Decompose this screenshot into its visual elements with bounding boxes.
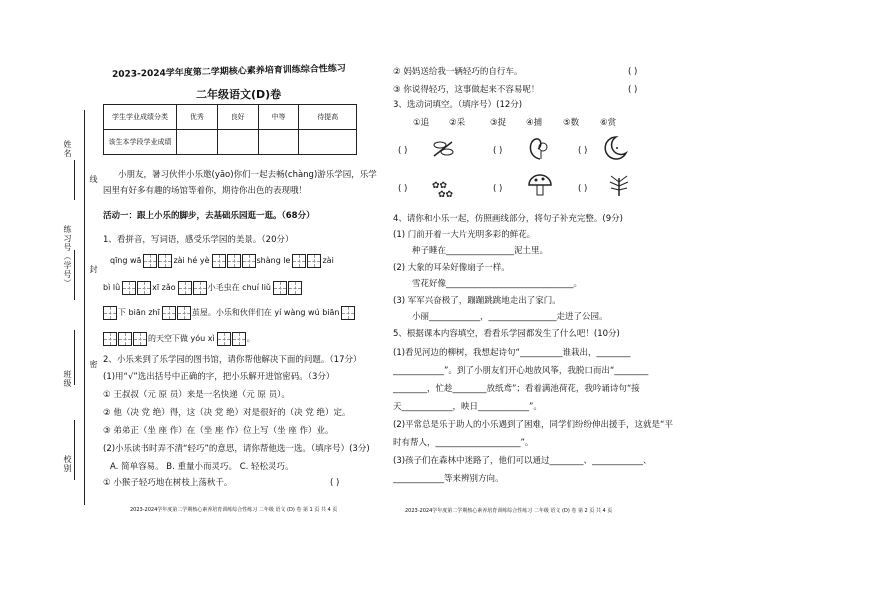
- char-box[interactable]: [193, 281, 207, 295]
- question-2: 2、小乐来到了乐学园的图书馆，请你帮他解决下面的问题。（17分）: [103, 355, 362, 365]
- pinyin-row-1: [110, 254, 334, 268]
- score-table: [103, 104, 357, 155]
- answer-paren[interactable]: ( ): [330, 478, 340, 488]
- answer-paren[interactable]: ( ): [578, 184, 588, 194]
- q5-1c: ________，忙趁________放纸鸢”；看着满池荷花，我吟诵诗句“接: [393, 384, 640, 394]
- q2-item-2: ② 他（决 党 绝）得，这（决 党 绝）对是很好的（决 党 绝）定。: [103, 408, 351, 418]
- mushroom-icon: [527, 172, 553, 198]
- score-cell[interactable]: [258, 130, 299, 155]
- char-box[interactable]: [217, 332, 231, 346]
- pinyin: zài hé yè: [173, 256, 210, 265]
- score-cell[interactable]: [217, 130, 258, 155]
- score-cell[interactable]: [299, 130, 357, 155]
- answer-paren[interactable]: ( ): [493, 146, 503, 156]
- q2-item-1: ① 王叔叔（元 原 员）来是一名快递（元 原 员）。: [103, 390, 290, 400]
- question-4: 4、请你和小乐一起，仿照画线部分，将句子补充完整。(9分): [393, 214, 623, 224]
- pinyin: 下 biān zhī: [118, 308, 160, 317]
- verb-4: ④捕: [526, 118, 543, 128]
- q2-item-3: ③ 弟弟正（坐 座 作）在（坐 座 作）位上写（坐 座 作）业。: [103, 426, 334, 436]
- char-box[interactable]: [232, 332, 246, 346]
- question-2-1: (1)用“√”选出括号中正确的字，把小乐解开进馆密码。（3分）: [103, 372, 335, 382]
- char-box[interactable]: [122, 281, 136, 295]
- char-box[interactable]: [177, 306, 191, 320]
- q5-1b: ____________”。到了小朋友们开心地放风筝，我脱口而出“________: [393, 366, 649, 376]
- pinyin: qīng wā: [110, 256, 142, 265]
- q5-1: (1)看见河边的柳树，我想起诗句“__________谁栽出，________: [393, 348, 631, 358]
- field-line-2: [74, 250, 75, 300]
- answer-paren[interactable]: ( ): [628, 67, 638, 77]
- pinyin: xī zǎo: [152, 283, 176, 292]
- q4-3b: 小丽____________，________________走进了公园。: [412, 312, 608, 322]
- verb-1: ①追: [413, 118, 430, 128]
- score-header-improve: 待提高: [299, 105, 357, 130]
- q2-2-item-1: ① 小猴子轻巧地在树枝上荡秋千。: [103, 478, 233, 488]
- char-box[interactable]: [288, 281, 302, 295]
- char-box[interactable]: [242, 254, 256, 268]
- pinyin: 。: [246, 334, 255, 343]
- pinyin-row-4: [103, 332, 255, 346]
- verb-5: ⑤数: [563, 118, 580, 128]
- q4-1b: 种子睡在________________泥土里。: [412, 246, 549, 256]
- char-box[interactable]: [307, 254, 321, 268]
- verb-6: ⑥赏: [600, 118, 617, 128]
- score-header-good: 良好: [217, 105, 258, 130]
- svg-text:✿✿: ✿✿: [438, 190, 454, 198]
- svg-text:✿✿: ✿✿: [432, 181, 448, 191]
- char-box[interactable]: [158, 254, 172, 268]
- q4-2b: 雪花好像______________________________。: [412, 279, 583, 289]
- moon-icon: [602, 135, 628, 161]
- score-header-excellent: 优秀: [177, 105, 218, 130]
- r-item-3: ③ 你说得轻巧，这事做起来不容易呢！: [393, 85, 540, 95]
- pinyin: zài: [322, 256, 334, 265]
- intro-line-1: 小朋友，暑习伙伴小乐邀(yāo)你们一起去畅(chàng)游乐学园，乐学: [118, 170, 377, 180]
- pinyin: bì lǜ: [103, 283, 121, 292]
- char-box[interactable]: [292, 254, 306, 268]
- char-box[interactable]: [133, 332, 147, 346]
- dragonfly-icon: [430, 138, 456, 160]
- name-label: 姓名: [63, 140, 72, 158]
- score-row-label: 该生本学段学业成绩: [104, 130, 177, 155]
- field-line-4: [74, 420, 75, 480]
- page-footer-left: 2023-2024学年度第二学期核心素养培育训练综合性练习 二年级 语文 (D) 卷 第 1 页 共 4 页: [130, 507, 338, 513]
- q4-2: (2) 大象的耳朵好像扇子一样。: [393, 263, 510, 273]
- char-box[interactable]: [143, 254, 157, 268]
- activity-1-heading: 活动一：跟上小乐的脚步，去基础乐园逛一逛。（68分）: [103, 211, 315, 221]
- stars-icon: [430, 178, 460, 198]
- score-header-category: 学生学业成绩分类: [104, 105, 177, 130]
- pinyin-row-2: [103, 281, 301, 295]
- answer-paren[interactable]: ( ): [628, 85, 638, 95]
- char-box[interactable]: [212, 254, 226, 268]
- plant-icon: [606, 172, 632, 198]
- field-line-3: [74, 330, 75, 385]
- char-box[interactable]: [118, 332, 132, 346]
- id-label: 练习号（学号）: [63, 225, 72, 288]
- q4-3: (3) 军军兴奋极了，蹦蹦跳跳地走出了家门。: [393, 296, 561, 306]
- seal2-label: 密: [89, 360, 98, 369]
- char-box[interactable]: [178, 281, 192, 295]
- q5-1d: 天____________，映日____________”。: [393, 402, 542, 412]
- answer-paren[interactable]: ( ): [493, 184, 503, 194]
- pinyin: 茧屋。小乐和伙伴们在 yí wàng wú biān: [191, 308, 340, 317]
- line-label: 线: [89, 175, 98, 184]
- binding-line: [84, 110, 85, 505]
- school-label: 校别: [63, 455, 72, 473]
- r-item-2: ② 妈妈送给我一辆轻巧的自行车。: [393, 67, 523, 77]
- char-box[interactable]: [227, 254, 241, 268]
- char-box[interactable]: [341, 306, 355, 320]
- q5-2: (2)平常总是乐于助人的小乐遇到了困难，同学们纷纷伸出援手，这就是“平: [393, 420, 673, 430]
- class-label: 班级: [63, 370, 72, 388]
- score-header-medium: 中等: [258, 105, 299, 130]
- char-box[interactable]: [103, 306, 117, 320]
- verb-2: ②采: [449, 118, 466, 128]
- char-box[interactable]: [273, 281, 287, 295]
- page-title: 2023-2024学年度第二学期核心素养培育训练综合性练习: [111, 63, 346, 81]
- pinyin-row-3: [103, 306, 354, 320]
- pinyin: 小毛虫在 chuí liǔ: [207, 283, 272, 292]
- pinyin: shàng le: [256, 256, 291, 265]
- question-5: 5、根据课本内容填空，看看乐学园都发生了什么吧！(10分): [393, 329, 620, 339]
- score-cell[interactable]: [177, 130, 218, 155]
- answer-paren[interactable]: ( ): [398, 146, 408, 156]
- question-1: 1、看拼音，写词语，感受乐学园的美景。（20分）: [103, 235, 294, 245]
- intro-line-2: 园里有好多有趣的场馆等着你，期待你出色的表现哦！: [103, 186, 308, 196]
- q4-1: (1) 门前开着一大片光明多彩的鲜花。: [393, 230, 536, 240]
- page-footer-right: 2023-2024学年度第二学期核心素养培育训练综合性练习 二年级 语文 (D) 卷 第 2 页 共 4 页: [405, 508, 613, 514]
- char-box[interactable]: [137, 281, 151, 295]
- q5-3b: ____________等来辨别方向。: [393, 474, 504, 484]
- pinyin: 的天空下做 yóu xì: [148, 334, 215, 343]
- verb-3: ③捉: [490, 118, 507, 128]
- seal-label: 封: [89, 265, 98, 274]
- question-3: 3、选动词填空。（填序号）(12分): [393, 100, 523, 110]
- page-subtitle: 二年级语文(D)卷: [196, 88, 282, 101]
- answer-paren[interactable]: ( ): [578, 146, 588, 156]
- char-box[interactable]: [103, 332, 117, 346]
- squirrel-icon: [524, 135, 550, 161]
- field-line-1: [74, 160, 75, 200]
- q5-2b: 时有帮人，____________________”。: [393, 438, 534, 448]
- q2-2-options: A. 简单容易。 B. 重量小而灵巧。 C. 轻松灵巧。: [110, 462, 294, 472]
- question-2-2: (2)小乐读书时弄不清“轻巧”的意思，请你帮他选一选。（填序号）(3分): [103, 444, 370, 454]
- char-box[interactable]: [162, 306, 176, 320]
- q5-3: (3)孩子们在森林中迷路了，他们可以通过________、____________、: [393, 456, 652, 466]
- answer-paren[interactable]: ( ): [398, 184, 408, 194]
